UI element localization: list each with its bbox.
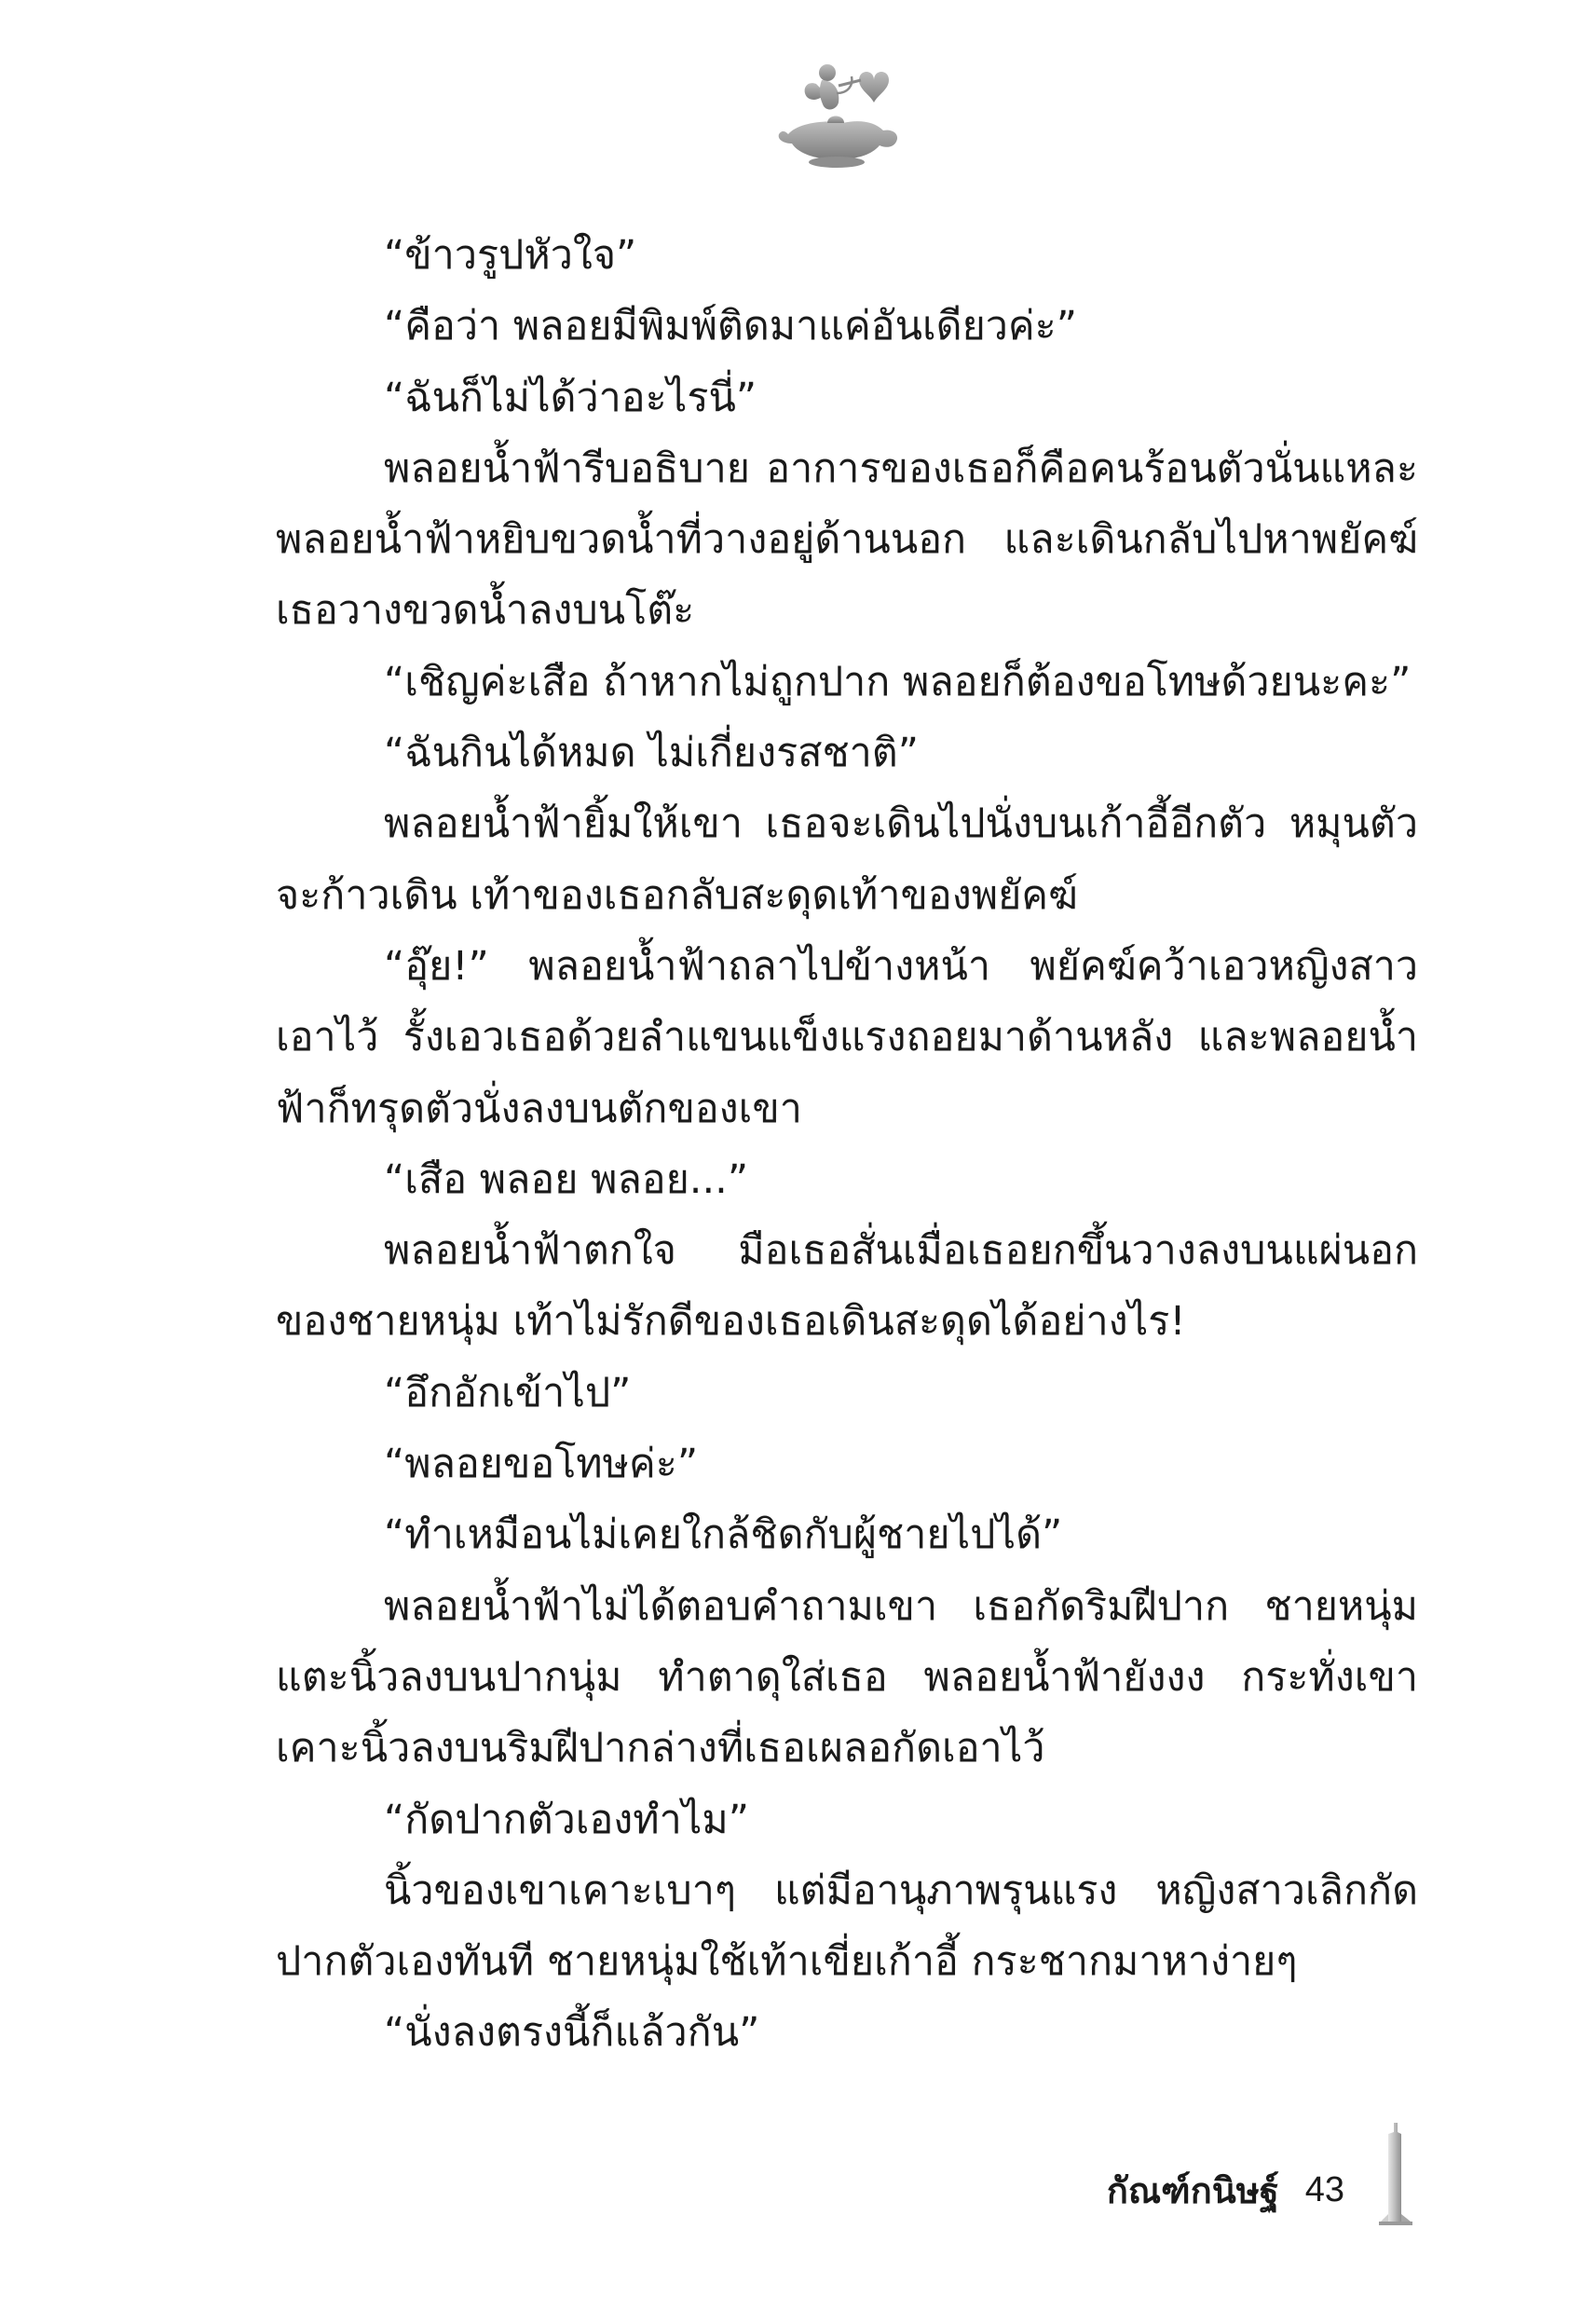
paragraph: “อุ๊ย!” พลอยน้ำฟ้าถลาไปข้างหน้า พยัคฆ์คว้าเอวหญิงสาวเอาไว้ รั้งเอวเธอด้วยลำแขนแข็งแรงถอยมาด้านหลัง และพลอยน้ำฟ้าก็ทรุดตัวนั่งลงบนตักของเขา xyxy=(276,942,1418,1132)
paragraph: “ฉันก็ไม่ได้ว่าอะไรนี่” xyxy=(384,374,757,421)
building-icon xyxy=(1377,2117,1414,2229)
paragraph: “กัดปากตัวเองทำไม” xyxy=(384,1796,750,1843)
paragraph: “ข้าวรูปหัวใจ” xyxy=(384,232,637,279)
story-body xyxy=(276,220,1418,2069)
paragraph: “นั่งลงตรงนี้ก็แล้วกัน” xyxy=(384,2009,760,2057)
page-footer xyxy=(1107,2160,1344,2220)
paragraph: “ฉันกินได้หมด ไม่เกี่ยงรสชาติ” xyxy=(384,730,919,777)
paragraph: “อึกอักเข้าไป” xyxy=(384,1369,632,1416)
paragraph: พลอยน้ำฟ้าไม่ได้ตอบคำถามเขา เธอกัดริมฝีปาก ชายหนุ่มแตะนิ้วลงบนปากนุ่ม ทำตาดุใส่เธอ พลอยน้ำฟ้ายังงง กระทั่งเขาเคาะนิ้วลงบนริมฝีปากล่างที่เธอเผลอกัดเอาไว้ xyxy=(276,1582,1418,1772)
paragraph: “ทำเหมือนไม่เคยใกล้ชิดกับผู้ชายไปได้” xyxy=(384,1511,1063,1559)
page-number: 43 xyxy=(1304,2169,1344,2209)
paragraph: พลอยน้ำฟ้ารีบอธิบาย อาการของเธอก็คือคนร้อนตัวนั่นแหละ พลอยน้ำฟ้าหยิบขวดน้ำที่วางอยู่ด้านนอก และเดินกลับไปหาพยัคฆ์ เธอวางขวดน้ำลงบนโต๊ะ xyxy=(276,444,1418,635)
paragraph: “คือว่า พลอยมีพิมพ์ติดมาแค่อันเดียวค่ะ” xyxy=(384,303,1078,350)
paragraph: “เสือ พลอย พลอย...” xyxy=(384,1156,749,1203)
paragraph: พลอยน้ำฟ้ายิ้มให้เขา เธอจะเดินไปนั่งบนเก้าอี้อีกตัว หมุนตัวจะก้าวเดิน เท้าของเธอกลับสะดุดเท้าของพยัคฆ์ xyxy=(276,800,1418,919)
paragraph: นิ้วของเขาเคาะเบาๆ แต่มีอานุภาพรุนแรง หญิงสาวเลิกกัดปากตัวเองทันที ชายหนุ่มใช้เท้าเขี่ยเก้าอี้ กระชากมาหาง่ายๆ xyxy=(276,1867,1418,1986)
book-title: กัณฑ์กนิษฐ์ xyxy=(1106,2169,1279,2211)
paragraph: “เชิญค่ะเสือ ถ้าหากไม่ถูกปาก พลอยก็ต้องขอโทษด้วยนะคะ” xyxy=(384,658,1412,705)
paragraph: พลอยน้ำฟ้าตกใจ มือเธอสั่นเมื่อเธอยกขึ้นวางลงบนแผ่นอกของชายหนุ่ม เท้าไม่รักดีของเธอเดินสะดุดได้อย่างไร! xyxy=(276,1227,1418,1346)
paragraph: “พลอยขอโทษค่ะ” xyxy=(384,1441,699,1488)
cupid-teapot-icon xyxy=(770,52,909,173)
